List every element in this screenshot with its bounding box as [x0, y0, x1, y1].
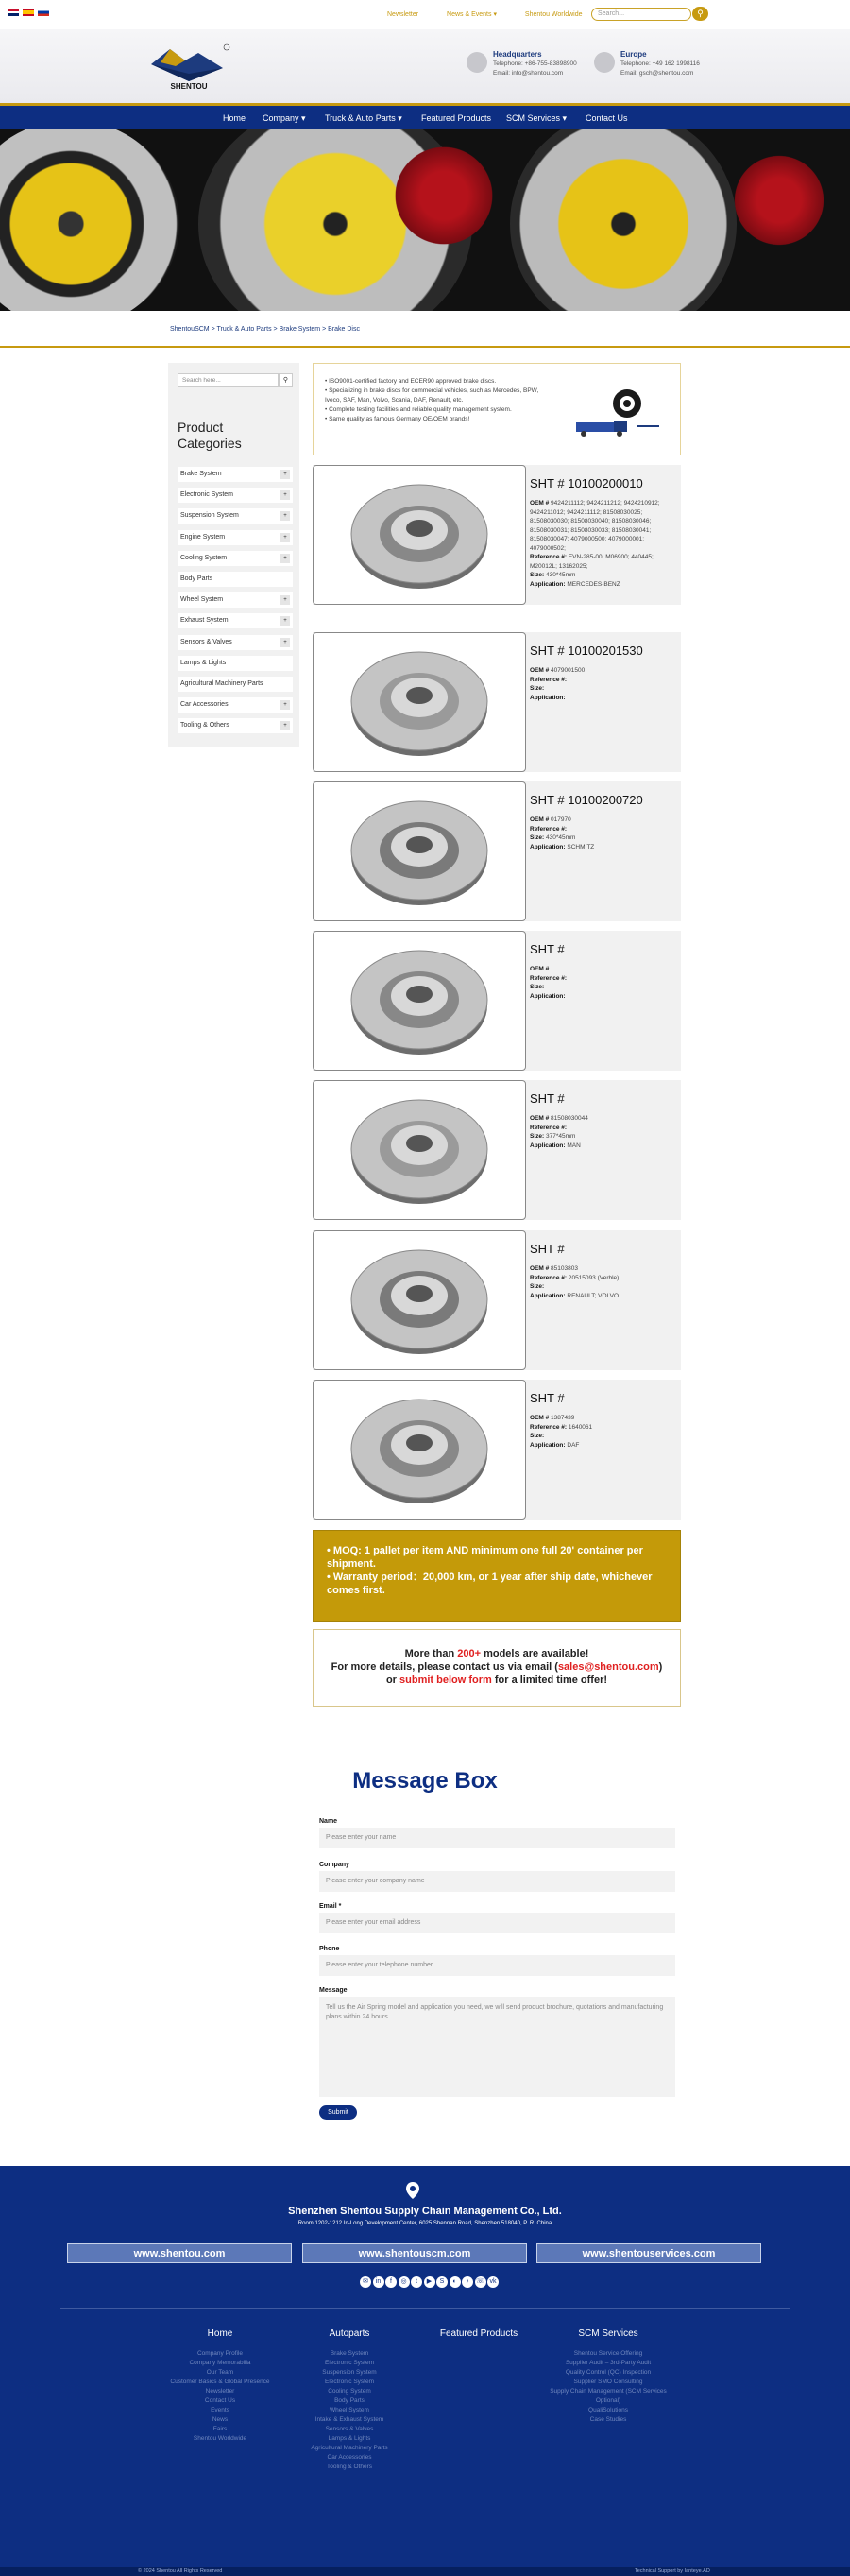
categories-heading: Product Categories [178, 420, 242, 451]
certification-truck-image [570, 383, 665, 439]
footer-column [542, 2349, 674, 2425]
sidebar-category[interactable] [178, 635, 293, 650]
product-card[interactable] [313, 1080, 681, 1220]
company-field[interactable]: Please enter your company name [319, 1871, 675, 1892]
footer-column [283, 2349, 416, 2472]
product-specs [530, 666, 672, 702]
product-card[interactable] [313, 1380, 681, 1520]
product-image[interactable] [313, 931, 526, 1071]
oem-label: OEM # [530, 667, 550, 674]
category-label: Engine System [180, 533, 226, 541]
expand-icon[interactable]: + [280, 595, 290, 605]
main-nav [0, 103, 850, 129]
sales-email-link[interactable]: sales@shentou.com [557, 1661, 659, 1673]
expand-icon[interactable]: + [280, 638, 290, 647]
footer-link[interactable]: Brake System [330, 2350, 369, 2357]
expand-icon[interactable]: + [280, 533, 290, 542]
application-label: Application: [530, 580, 566, 588]
phone-label: Phone [319, 1946, 340, 1952]
application-label: Application: [530, 992, 566, 1000]
search-icon[interactable]: ⚲ [279, 373, 293, 387]
application-label: Application: [530, 1292, 566, 1299]
moq-line: • MOQ: 1 pallet per item AND minimum one full 20' container per shipment. [327, 1545, 643, 1570]
product-specs [530, 499, 672, 589]
category-label: Lamps & Lights [180, 659, 227, 666]
oem-label: OEM # [530, 816, 550, 823]
more-text: or [385, 1674, 400, 1686]
name-label: Name [319, 1818, 338, 1825]
spanish-flag-icon[interactable] [23, 9, 34, 16]
application-value: MERCEDES-BENZ [567, 580, 620, 588]
sidebar-category[interactable] [178, 488, 293, 503]
reference-label: Reference #: [530, 1124, 568, 1131]
footer-column-title[interactable]: Featured Products [439, 2328, 518, 2339]
submit-button[interactable]: Submit [319, 2105, 357, 2120]
worldwide-link[interactable]: Shentou Worldwide [524, 11, 583, 18]
intro-list [325, 377, 552, 424]
footer-link[interactable]: Tooling & Others [326, 2464, 373, 2470]
category-label: Car Accessories [180, 701, 229, 709]
oem-value: 1387439 [551, 1415, 575, 1421]
product-card[interactable] [313, 931, 681, 1071]
product-title: SHT # [530, 1091, 565, 1106]
product-specs [530, 1114, 672, 1150]
top-links [387, 10, 608, 18]
reference-value: EVN-285-00; M06900; 440445; M20012L; 13162025; [530, 554, 654, 570]
footer-link[interactable]: Contact Us [204, 2397, 236, 2404]
footer-link[interactable]: Customer Basics & Global Presence [170, 2379, 270, 2385]
youtube-icon[interactable]: ▶ [424, 2276, 435, 2288]
oem-label: OEM # [530, 1115, 550, 1122]
brake-disc-image [347, 945, 493, 1058]
divider [0, 346, 850, 348]
more-text: For more details, please contact us via email ( [331, 1661, 558, 1673]
sidebar-category[interactable] [178, 656, 293, 671]
size-value: 377*45mm [545, 1133, 576, 1140]
message-textarea[interactable]: Tell us the Air Spring model and application you need, we will send product brochure, quotations and manufacturing plans within 24 hours [319, 1997, 675, 2097]
email-field[interactable]: Please enter your email address [319, 1913, 675, 1933]
category-label: Suspension System [180, 512, 239, 520]
category-label: Brake System [180, 471, 222, 477]
footer-link[interactable]: Sensors & Valves [325, 2426, 374, 2432]
footer-link[interactable]: QualiSolutions [588, 2407, 628, 2413]
footer-link[interactable]: Wheel System [330, 2407, 369, 2413]
category-label: Tooling & Others [180, 722, 230, 730]
category-label: Wheel System [180, 596, 224, 604]
expand-icon[interactable]: + [280, 700, 290, 710]
intro-bullet: • Specializing in brake discs for commercial vehicles, such as Mercedes, BPW, Iveco, SAF, Man, Volvo, Scania, DAF, Renault, etc. [325, 386, 552, 405]
more-text: ) [658, 1661, 663, 1673]
product-image[interactable] [313, 632, 526, 772]
category-label: Agricultural Machinery Parts [180, 680, 264, 687]
sidebar-category[interactable] [178, 677, 293, 692]
oem-label: OEM # [530, 1265, 550, 1272]
reference-label: Reference #: [530, 554, 568, 560]
office-email[interactable]: Email: info@shentou.com [493, 70, 564, 77]
bottom-bar [0, 2567, 850, 2576]
message-box-title: Message Box [352, 1768, 498, 1794]
product-title: SHT # [530, 1391, 565, 1405]
product-card[interactable] [313, 632, 681, 772]
footer-link[interactable]: Suspension System [322, 2369, 377, 2376]
size-label: Size: [530, 572, 545, 578]
footer-link[interactable]: Agricultural Machinery Parts [311, 2445, 388, 2451]
reference-label: Reference #: [530, 1423, 568, 1431]
footer-link[interactable]: Company Profile [196, 2350, 244, 2357]
product-title: SHT # 10100200010 [530, 476, 643, 490]
office-title: Headquarters [493, 50, 542, 59]
message-label: Message [319, 1987, 348, 1994]
footer-divider [60, 2308, 790, 2309]
copyright: © 2024 Shentou All Rights Reserved [138, 2568, 223, 2574]
product-specs [530, 1414, 672, 1450]
company-label: Company [319, 1862, 349, 1868]
intro-bullet: • Complete testing facilities and reliable quality management system. [325, 405, 552, 415]
product-title: SHT # [530, 1242, 565, 1256]
oem-value: 9424211112; 9424211212; 9424210912; 9424211012; 9424211112; 81508030025; 81508030030; 81508030040; 81508030046; 81508030031; 81508030033; 81508030041; 81508030047; 4079000500; 4079000001; 4079000502; [530, 500, 660, 552]
sidebar-category[interactable] [178, 718, 293, 733]
intro-bullet: • ISO9001-certified factory and ECER90 approved brake discs. [325, 377, 552, 386]
email-label: Email * [319, 1903, 342, 1910]
tech-credit[interactable]: Technical Support by Ianteye.AD [635, 2568, 710, 2574]
reference-value: 1640061 [568, 1423, 593, 1431]
moq-banner [313, 1530, 681, 1622]
footer-column [154, 2349, 286, 2444]
footer-link[interactable]: Electronic System [324, 2360, 375, 2366]
oem-label: OEM # [530, 500, 550, 507]
footer-column-title[interactable]: Home [207, 2328, 233, 2339]
size-value: 430*45mm [545, 834, 576, 841]
footer-link[interactable]: News [212, 2416, 229, 2423]
shentou-logo[interactable] [147, 43, 230, 91]
sidebar-category[interactable] [178, 467, 293, 482]
location-icon [467, 52, 487, 73]
email-icon[interactable]: ✉ [360, 2276, 371, 2288]
search-icon[interactable]: ⚲ [692, 7, 708, 21]
more-text: More than [404, 1648, 458, 1659]
nav-featured-products[interactable]: Featured Products [421, 113, 492, 123]
office-headquarters [493, 50, 577, 78]
product-card[interactable] [313, 465, 681, 605]
footer-link[interactable]: Cooling System [328, 2388, 371, 2395]
reference-label: Reference #: [530, 974, 568, 982]
wechat-icon[interactable]: ◐ [450, 2276, 461, 2288]
footer-column-title[interactable]: SCM Services [578, 2328, 638, 2339]
expand-icon[interactable]: + [280, 554, 290, 563]
oem-value: 85103803 [551, 1265, 578, 1272]
footer-link[interactable]: Electronic System [324, 2379, 375, 2385]
category-label: Cooling System [180, 554, 228, 561]
newsletter-link[interactable]: Newsletter [387, 11, 419, 18]
nav-company[interactable]: Company ▾ [263, 113, 306, 123]
location-pin-icon [406, 2182, 419, 2199]
application-label: Application: [530, 843, 566, 850]
nav-scm-services[interactable]: SCM Services ▾ [506, 113, 568, 123]
expand-icon[interactable]: + [280, 511, 290, 521]
reference-value: 20515093 (Verble) [568, 1274, 620, 1281]
footer-link[interactable]: Newsletter [205, 2388, 235, 2395]
site-link-shentou[interactable]: www.shentou.com [67, 2243, 292, 2263]
footer-link[interactable]: Our Team [206, 2369, 234, 2376]
footer-address: Room 1202-1212 In-Long Development Center, 6025 Shennan Road, Shenzhen 518040, P. R. China [298, 2221, 552, 2226]
footer-link[interactable]: Supply Chain Management (SCM Services Optional) [550, 2388, 667, 2404]
footer-link[interactable]: Lamps & Lights [328, 2435, 371, 2442]
size-label: Size: [530, 834, 545, 841]
size-label: Size: [530, 1133, 545, 1140]
footer-link[interactable]: Events [211, 2407, 230, 2413]
office-phone: Telephone: +86-755-83898900 [493, 60, 577, 67]
intro-box [313, 363, 681, 455]
phone-field[interactable]: Please enter your telephone number [319, 1955, 675, 1976]
hero-banner [0, 129, 850, 311]
footer-link[interactable]: Case Studies [589, 2416, 627, 2423]
linkedin-icon[interactable]: in [373, 2276, 384, 2288]
application-value: DAF [567, 1441, 580, 1449]
footer-link[interactable]: Supplier SMO Consulting [573, 2379, 643, 2385]
reference-label: Reference #: [530, 825, 568, 833]
uk-flag-icon[interactable] [8, 9, 19, 16]
nav-contact-us[interactable]: Contact Us [586, 113, 628, 123]
size-value: 430*45mm [545, 572, 576, 578]
site-search-input[interactable]: Search... [591, 8, 691, 21]
footer-link[interactable]: Intake & Exhaust System [314, 2416, 384, 2423]
oem-label: OEM # [530, 966, 550, 972]
category-label: Exhaust System [180, 617, 229, 625]
brake-disc-image [347, 479, 493, 592]
more-text: for a limited time offer! [491, 1674, 608, 1686]
intro-bullet: • Same quality as famous Germany OE/OEM brands! [325, 415, 552, 424]
sidebar-category[interactable] [178, 530, 293, 545]
reference-label: Reference #: [530, 1274, 568, 1281]
application-label: Application: [530, 1441, 566, 1449]
product-image[interactable] [313, 465, 526, 605]
instagram-icon[interactable]: ◎ [399, 2276, 410, 2288]
logo-text: SHENTOU [170, 82, 208, 91]
product-specs [530, 965, 672, 1001]
brake-disc-image [347, 1394, 493, 1507]
application-label: Application: [530, 1142, 566, 1149]
warranty-line: • Warranty period：20,000 km, or 1 year after ship date, whichever comes first. [327, 1571, 653, 1596]
site-link-shentouservices[interactable]: www.shentouservices.com [536, 2243, 761, 2263]
footer-link[interactable]: Fairs [212, 2426, 228, 2432]
nav-truck-auto-parts[interactable]: Truck & Auto Parts ▾ [325, 113, 402, 123]
expand-icon[interactable]: + [280, 721, 290, 730]
brake-disc-image [347, 796, 493, 909]
product-title: SHT # 10100201530 [530, 644, 643, 658]
news-events-link[interactable]: News & Events ▾ [447, 11, 497, 18]
expand-icon[interactable]: + [280, 490, 290, 500]
footer-company-name: Shenzhen Shentou Supply Chain Management Co., Ltd. [288, 2206, 562, 2217]
site-link-shentouscm[interactable]: www.shentouscm.com [302, 2243, 527, 2263]
application-value: MAN [567, 1142, 581, 1149]
whatsapp-icon[interactable]: ☏ [475, 2276, 486, 2288]
location-icon [594, 52, 615, 73]
brake-disc-image [347, 1245, 493, 1358]
skype-icon[interactable]: S [436, 2276, 448, 2288]
expand-icon[interactable]: + [280, 470, 290, 479]
office-email[interactable]: Email: gsch@shentou.com [620, 70, 694, 77]
product-specs [530, 816, 672, 851]
category-label: Sensors & Valves [180, 638, 232, 645]
oem-value: 017970 [551, 816, 571, 823]
product-image[interactable] [313, 1080, 526, 1220]
product-image[interactable] [313, 1380, 526, 1520]
category-label: Electronic System [180, 491, 234, 499]
facebook-icon[interactable]: f [385, 2276, 397, 2288]
vk-icon[interactable]: vk [487, 2276, 499, 2288]
product-title: SHT # [530, 942, 565, 956]
application-value: RENAULT; VOLVO [567, 1292, 620, 1299]
oem-value: 4079001500 [551, 667, 586, 674]
sidebar-category[interactable] [178, 551, 293, 566]
sidebar-category[interactable] [178, 508, 293, 524]
size-label: Size: [530, 1283, 545, 1290]
sidebar-category[interactable] [178, 613, 293, 628]
more-models-box [313, 1629, 681, 1707]
oem-label: OEM # [530, 1415, 550, 1421]
size-label: Size: [530, 685, 545, 692]
site-header [0, 29, 850, 103]
footer-link[interactable]: Body Parts [334, 2397, 365, 2404]
sidebar-category[interactable] [178, 572, 293, 587]
footer-link[interactable]: Shentou Worldwide [193, 2435, 247, 2442]
product-title: SHT # 10100200720 [530, 793, 643, 807]
expand-icon[interactable]: + [280, 616, 290, 626]
brake-disc-image [347, 1094, 493, 1208]
reference-label: Reference #: [530, 676, 568, 683]
sidebar-category[interactable] [178, 592, 293, 608]
more-text: models are available! [481, 1648, 589, 1659]
top-bar [0, 0, 850, 29]
application-value: SCHMITZ [567, 843, 595, 850]
models-count: 200+ [457, 1648, 482, 1659]
brake-disc-image [347, 646, 493, 760]
tiktok-icon[interactable]: ♪ [462, 2276, 473, 2288]
office-phone: Telephone: +49 162 1998116 [620, 60, 700, 67]
product-card[interactable] [313, 781, 681, 921]
product-specs [530, 1264, 672, 1300]
twitter-icon[interactable]: t [411, 2276, 422, 2288]
product-card[interactable] [313, 1230, 681, 1370]
application-label: Application: [530, 694, 566, 701]
footer-link[interactable]: Car Accessories [327, 2454, 372, 2461]
product-image[interactable] [313, 1230, 526, 1370]
office-europe [620, 50, 700, 78]
sidebar-category[interactable] [178, 697, 293, 713]
office-title: Europe [620, 50, 647, 59]
footer-link[interactable]: Shentou Service Offering [573, 2350, 643, 2357]
category-label: Body Parts [180, 575, 213, 582]
footer-link[interactable]: Supplier Audit – 3rd-Party Audit [565, 2360, 652, 2366]
size-label: Size: [530, 984, 545, 990]
sidebar-search-input[interactable]: Search here... [178, 373, 279, 387]
russian-flag-icon[interactable] [38, 9, 49, 16]
submit-form-link[interactable]: submit below form [400, 1674, 492, 1686]
nav-home[interactable]: Home [223, 113, 246, 123]
oem-value: 81508030044 [551, 1115, 588, 1122]
footer-column-title[interactable]: Autoparts [329, 2328, 370, 2339]
breadcrumb[interactable]: ShentouSCM > Truck & Auto Parts > Brake System > Brake Disc [170, 326, 360, 333]
footer-link[interactable]: Company Memorabilia [189, 2360, 251, 2366]
size-label: Size: [530, 1433, 545, 1439]
product-image[interactable] [313, 781, 526, 921]
name-field[interactable]: Please enter your name [319, 1828, 675, 1848]
footer-link[interactable]: Quality Control (QC) Inspection [565, 2369, 652, 2376]
